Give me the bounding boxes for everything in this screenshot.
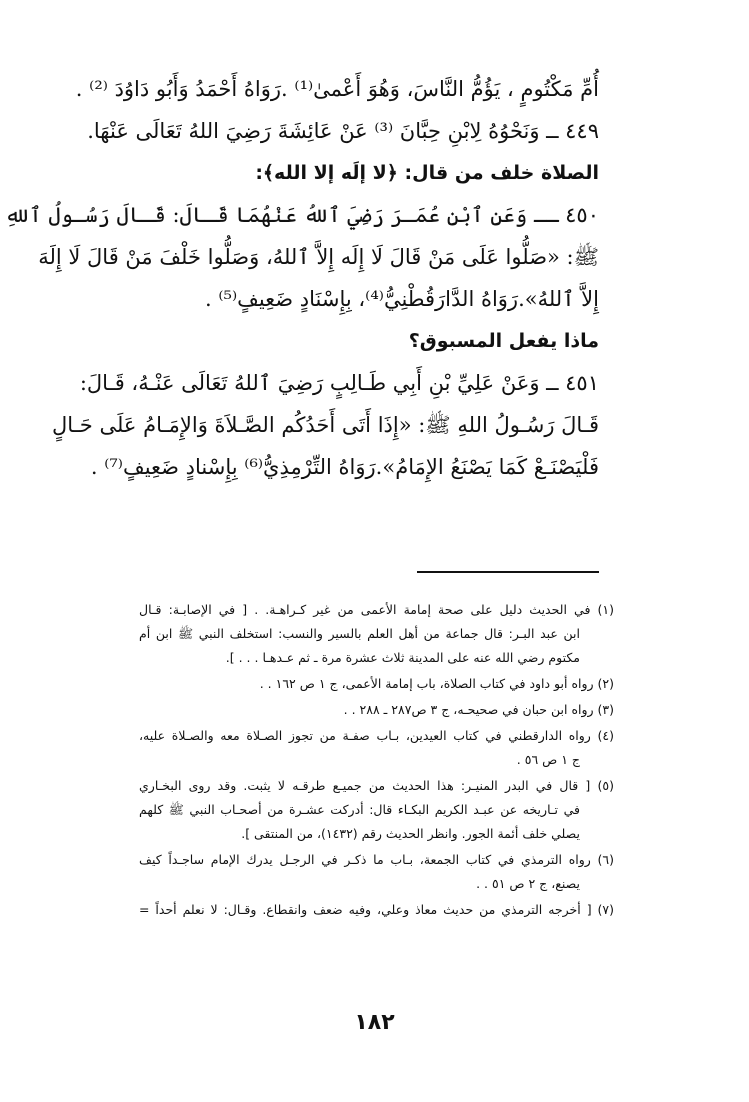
footnote-line: (٧) [ أخرجه الترمذي من حديث معاذ وعلي، وفيه ضعف وانقطاع. وقـال: لا نعلم أحداً = xyxy=(139,902,614,917)
footnote-line: يصلي خلف أئمة الجور. وانظر الحديث رقم (١٤٣٢)، من المنتقى ]. xyxy=(241,826,580,841)
section-heading: ماذا يفعل المسبوق؟ xyxy=(408,330,599,352)
text-line: ﷺ: «صَلُّوا عَلَى مَنْ قَالَ لَا إِلَه إِلاَّ ٱللهُ، وَصَلُّوا خَلْفَ مَنْ قَالَ لَا إِلَهَ xyxy=(38,245,599,269)
hadith-450: ٤٥٠ ــ وَعَنِ ٱبْنِ عُمَـرَ رَضِيَ ٱللهُ عَنْهُمَا قَـالَ: قَـالَ رَسُـولُ ٱللهِ xyxy=(4,203,599,227)
footnote-2 xyxy=(139,672,614,696)
footnote-line: يصنع، ج ٢ ص ٥١ . . xyxy=(476,876,580,891)
footnote-line: (١) في الحديث دليل على صحة إمامة الأعمى من غير كـراهـة. . [ في الإصابـة: قـال xyxy=(139,602,614,617)
footnote-3 xyxy=(139,698,614,722)
footnote-line: ابن عبد البـر: قال جماعة من أهل العلم بالسير والنسب: استخلف النبي ﷺ ابن أم xyxy=(139,626,580,641)
footnote-divider xyxy=(417,571,599,573)
footnotes xyxy=(139,598,614,924)
footnote-line: (٣) رواه ابن حبان في صحيحـه، ج ٣ ص٢٨٧ ـ ٢٨٨ . . xyxy=(343,702,614,717)
footnote-5 xyxy=(139,774,614,846)
section-heading: الصلاة خلف من قال: ﴿لا إلَه إلا الله﴾: xyxy=(255,162,599,184)
main-text xyxy=(4,68,599,488)
page-number: ١٨٢ xyxy=(354,1010,395,1035)
footnote-line: ج ١ ص ٥٦ . xyxy=(516,752,580,767)
footnote-7 xyxy=(139,898,614,922)
footnote-line: (٢) رواه أبو داود في كتاب الصلاة، باب إمامة الأعمى، ج ١ ص ١٦٢ . . xyxy=(259,676,614,691)
footnote-1 xyxy=(139,598,614,670)
footnote-line: مكتوم رضي الله عنه على المدينة ثلاث عشرة مرة ـ ثم عـدهـا . . . ]. xyxy=(225,650,580,665)
footnote-6 xyxy=(139,848,614,896)
footnote-line: (٦) رواه الترمذي في كتاب الجمعة، بـاب ما ذكـر في الرجـل يدرك الإمام ساجـداً كيف xyxy=(139,852,614,867)
footnote-4 xyxy=(139,724,614,772)
text-line: إِلاَّ ٱللهُ».رَوَاهُ الدَّارَقُطْنِيُّ⁽⁴⁾، بِإِسْنَادٍ ضَعِيفٍ⁽⁵⁾ . xyxy=(205,287,599,311)
text-line: قَـالَ رَسُـولُ اللهِ ﷺ: «إِذَا أَتَى أَحَدُكُم الصَّـلاَةَ وَالإِمَـامُ عَلَى حَـالٍ xyxy=(51,413,599,437)
hadith-449: ٤٤٩ ــ وَنَحْوُهُ لِابْنِ حِبَّانَ ⁽³⁾ عَنْ عَائِشَةَ رَضِيَ اللهُ تَعَالَى عَنْهَا. xyxy=(87,119,599,143)
text-line: فَلْيَصْنَـعْ كَمَا يَصْنَعُ الإِمَامُ».رَوَاهُ التِّرْمِذِيُّ⁽⁶⁾ بِإِسْنادٍ ضَعِيفٍ⁽⁷⁾ . xyxy=(90,455,599,479)
footnote-line: (٥) [ قال في البدر المنيـر: هذا الحديث من جميـع طرقـه لا يثبت. وقد روى البخـاري xyxy=(139,778,614,793)
footnote-line: (٤) رواه الدارقطني في كتاب العيدين، بـاب صفـة من تجوز الصـلاة معه والصـلاة عليه، xyxy=(139,728,614,743)
text-line: أُمِّ مَكْتُومٍ ، يَؤُمُّ النَّاسَ، وَهُوَ أَعْمىٰ⁽¹⁾ .رَوَاهُ أَحْمَدُ وَأَبُو دَاوُدَ ⁽²⁾ . xyxy=(75,77,599,101)
footnote-line: في تـاريخه عن عبـد الكريم البكـاء قال: أدركت عشـرة من أصحـاب النبي ﷺ كلهم xyxy=(139,802,580,817)
hadith-451: ٤٥١ ــ وَعَنْ عَلِيِّ بْنِ أَبِي طَـالِبٍ رَضِيَ ٱللهُ تَعَالَى عَنْـهُ، قَـالَ: xyxy=(79,371,599,395)
